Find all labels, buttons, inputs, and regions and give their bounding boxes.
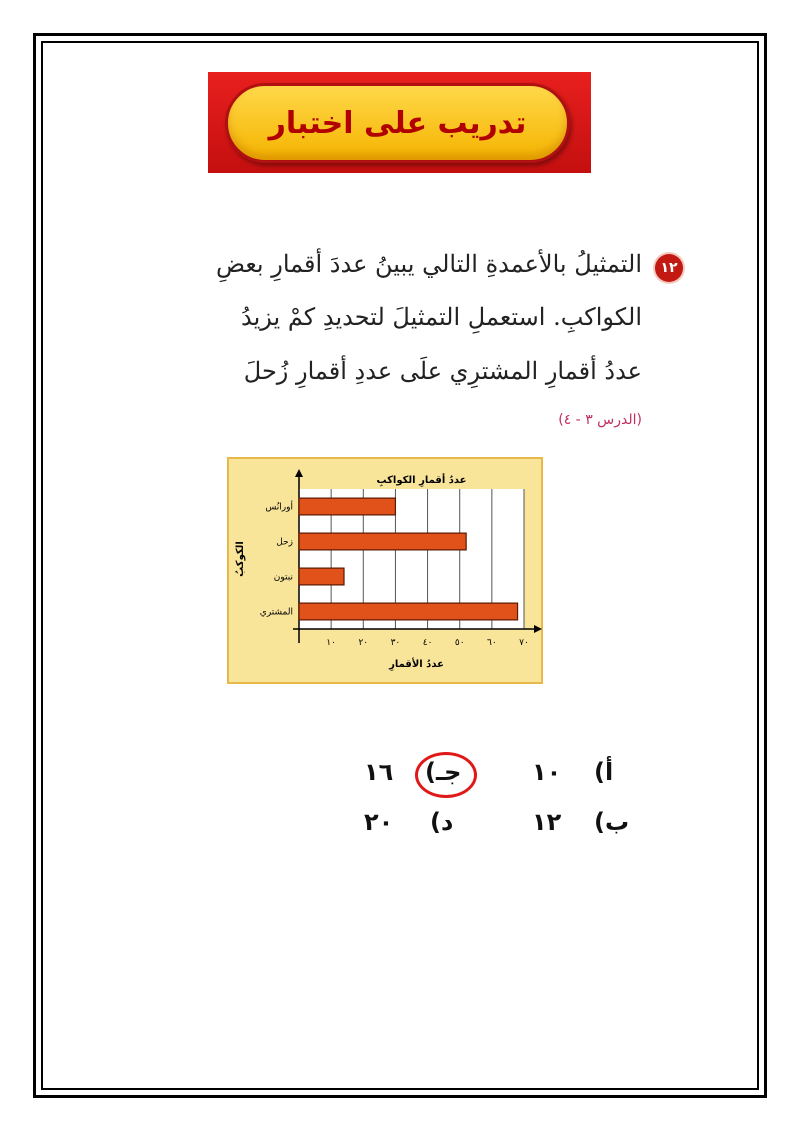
category-label: نبتون — [273, 572, 293, 583]
x-tick-label: ٧٠ — [519, 638, 529, 648]
chart-svg — [229, 459, 545, 686]
bar-0 — [299, 498, 395, 515]
answer-b-label: ب) — [594, 808, 630, 836]
banner-title: تدريب على اختبار — [268, 105, 527, 141]
x-axis-arrow — [534, 625, 542, 633]
correct-answer-circle — [415, 752, 477, 798]
question-line-3: عددُ أقمارِ المشترِي علَى عددِ أقمارِ زُحلَ — [243, 357, 642, 385]
question-line-2: الكواكبِ. استعملِ التمثيلَ لتحديدِ كمْ يزيدُ — [241, 303, 642, 331]
category-label: أورانُس — [265, 502, 293, 513]
answer-c-value: ١٦ — [364, 758, 394, 786]
bar-3 — [299, 603, 518, 620]
answer-c-label: جـ) — [425, 758, 462, 786]
x-tick-label: ١٠ — [326, 638, 336, 648]
x-tick-label: ٣٠ — [390, 638, 401, 648]
answer-b-value: ١٢ — [532, 808, 562, 836]
y-axis-arrow — [295, 469, 303, 477]
category-label: المشتري — [259, 607, 293, 618]
bar-1 — [299, 533, 466, 550]
answer-a-label: أ) — [594, 758, 614, 786]
x-tick-label: ٢٠ — [358, 638, 369, 648]
bar-chart — [227, 457, 543, 684]
answer-d-label: د) — [430, 808, 454, 836]
bar-2 — [299, 568, 344, 585]
answer-a-value: ١٠ — [532, 758, 562, 786]
chart-title: عددُ أقمارِ الكواكبِ — [376, 475, 467, 486]
x-axis-label: عددُ الأقمارِ — [389, 659, 444, 670]
lesson-reference: (الدرس ٣ - ٤) — [558, 412, 642, 428]
category-label: زحل — [276, 537, 293, 548]
banner — [225, 83, 570, 163]
x-tick-label: ٤٠ — [422, 638, 433, 648]
x-tick-label: ٥٠ — [454, 638, 465, 648]
x-tick-label: ٠ — [296, 638, 302, 648]
y-axis-label: الكوكبُ — [235, 541, 246, 577]
x-tick-label: ٦٠ — [487, 638, 497, 648]
question-number-badge: ١٢ — [655, 254, 683, 282]
question-line-1: التمثيلُ بالأعمدةِ التالي يبينُ عددَ أقمارِ بعضِ — [215, 250, 642, 278]
answer-d-value: ٢٠ — [364, 808, 394, 836]
